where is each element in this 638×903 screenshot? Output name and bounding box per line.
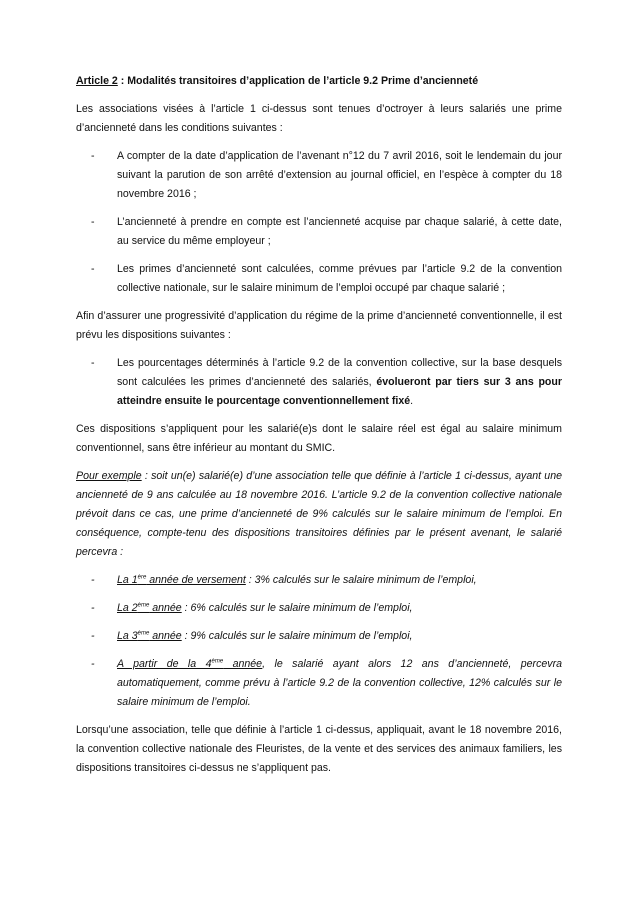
annee-label-post: année de versement — [146, 574, 246, 586]
conclusion-paragraph: Lorsqu’une association, telle que définie à l’article 1 ci-dessus, appliquait, avant le 18 novembre 2016, la convention collective nationale des Fleuristes, de la vente et des services des animaux familiers, les dispositions transitoires ci-dessus ne s’appliquent pas. — [76, 724, 562, 774]
condition-text: Les primes d’ancienneté sont calculées, comme prévues par l’article 9.2 de la convention collective nationale, sur le salaire minimum de l’emploi occupé par chaque salarié ; — [117, 263, 562, 294]
dash-bullet: - — [91, 357, 95, 369]
list-item — [76, 627, 562, 646]
article-label: Article 2 — [76, 75, 118, 87]
dispositions-text: Ces dispositions s’appliquent pour les salarié(e)s dont le salaire réel est égal au salaire minimum conventionnel, sans être inférieur au montant du SMIC. — [76, 423, 562, 454]
condition-text: A compter de la date d’application de l’avenant n°12 du 7 avril 2016, soit le lendemain du jour suivant la parution de son arrêté d’extension au journal officiel, en l’espèce à compter du 18 novembre 2016 ; — [117, 150, 562, 200]
annee-text: : 3% calculés sur le salaire minimum de l’emploi, — [245, 574, 477, 586]
pourcentages-bold: évolueront par tiers sur 3 ans pour atteindre ensuite le pourcentage conventionnellement fixé — [117, 376, 562, 407]
article-heading — [76, 72, 562, 91]
annee-label-sup: ème — [137, 630, 150, 637]
list-item — [76, 599, 562, 618]
annee-label-pre: La 1 — [117, 574, 138, 586]
list-item — [76, 260, 562, 298]
dash-bullet: - — [91, 263, 95, 275]
intro-paragraph: Les associations visées à l’article 1 ci-dessus sont tenues d’octroyer à leurs salariés une prime d’ancienneté dans les conditions suivantes : — [76, 103, 562, 134]
annee-label-sup: ère — [137, 574, 147, 581]
annee-label — [117, 574, 246, 586]
annee-label-sup: ème — [137, 602, 150, 609]
dash-bullet: - — [91, 150, 95, 162]
article-title: : Modalités transitoires d’application de l’article 9.2 Prime d’ancienneté — [117, 75, 479, 87]
exemple-label: Pour exemple — [76, 470, 142, 482]
annee-label — [117, 630, 182, 642]
annees-list — [76, 571, 562, 712]
annee-label-pre: A partir de la 4 — [117, 658, 212, 670]
annee-label — [117, 658, 262, 670]
annee-label-sup: ème — [211, 658, 224, 665]
annee-label-post: année — [149, 602, 182, 614]
exemple-text: : soit un(e) salarié(e) d’une association telle que définie à l’article 1 ci-dessus, ayant une ancienneté de 9 ans calculée au 18 novembre 2016. L’article 9.2 de la convention collective nationale prévoit dans ce cas, une prime d’ancienneté de 9% calculés sur le salaire minimum de l’emploi. En conséquence, compte-tenu des dispositions transitoires définies par le présent avenant, le salarié percevra : — [76, 470, 562, 558]
list-item — [76, 213, 562, 251]
annee-label-pre: La 3 — [117, 630, 138, 642]
list-item — [76, 147, 562, 204]
dash-bullet: - — [91, 630, 95, 642]
dash-bullet: - — [91, 574, 95, 586]
annee-label — [117, 602, 182, 614]
pourcentages-list — [76, 354, 562, 411]
dash-bullet: - — [91, 602, 95, 614]
progressivite-paragraph: Afin d’assurer une progressivité d’application du régime de la prime d’ancienneté conventionnelle, il est prévu les dispositions suivantes : — [76, 310, 562, 341]
annee-label-post: année — [149, 630, 182, 642]
conditions-list — [76, 147, 562, 298]
annee-text: , le salarié ayant alors 12 ans d’ancienneté, percevra automatiquement, comme prévu à l’article 9.2 de la convention collective, 12% calculés sur le salaire minimum de l’emploi. — [117, 658, 562, 708]
annee-label-pre: La 2 — [117, 602, 138, 614]
dispositions-paragraph — [76, 420, 562, 458]
document-body — [76, 72, 562, 787]
list-item — [76, 571, 562, 590]
annee-text: : 9% calculés sur le salaire minimum de l’emploi, — [181, 630, 413, 642]
list-item — [76, 655, 562, 712]
list-item — [76, 354, 562, 411]
pourcentages-end: . — [410, 395, 414, 407]
annee-text: : 6% calculés sur le salaire minimum de l’emploi, — [181, 602, 413, 614]
dash-bullet: - — [91, 658, 95, 670]
condition-text: L’ancienneté à prendre en compte est l’ancienneté acquise par chaque salarié, à cette date, au service du même employeur ; — [117, 216, 562, 247]
pourcentages-text: Les pourcentages déterminés à l’article 9.2 de la convention collective, sur la base desquels sont calculées les primes d’ancienneté des salariés, — [117, 357, 562, 388]
dash-bullet: - — [91, 216, 95, 228]
exemple-paragraph — [76, 467, 562, 562]
annee-label-post: année — [223, 658, 263, 670]
